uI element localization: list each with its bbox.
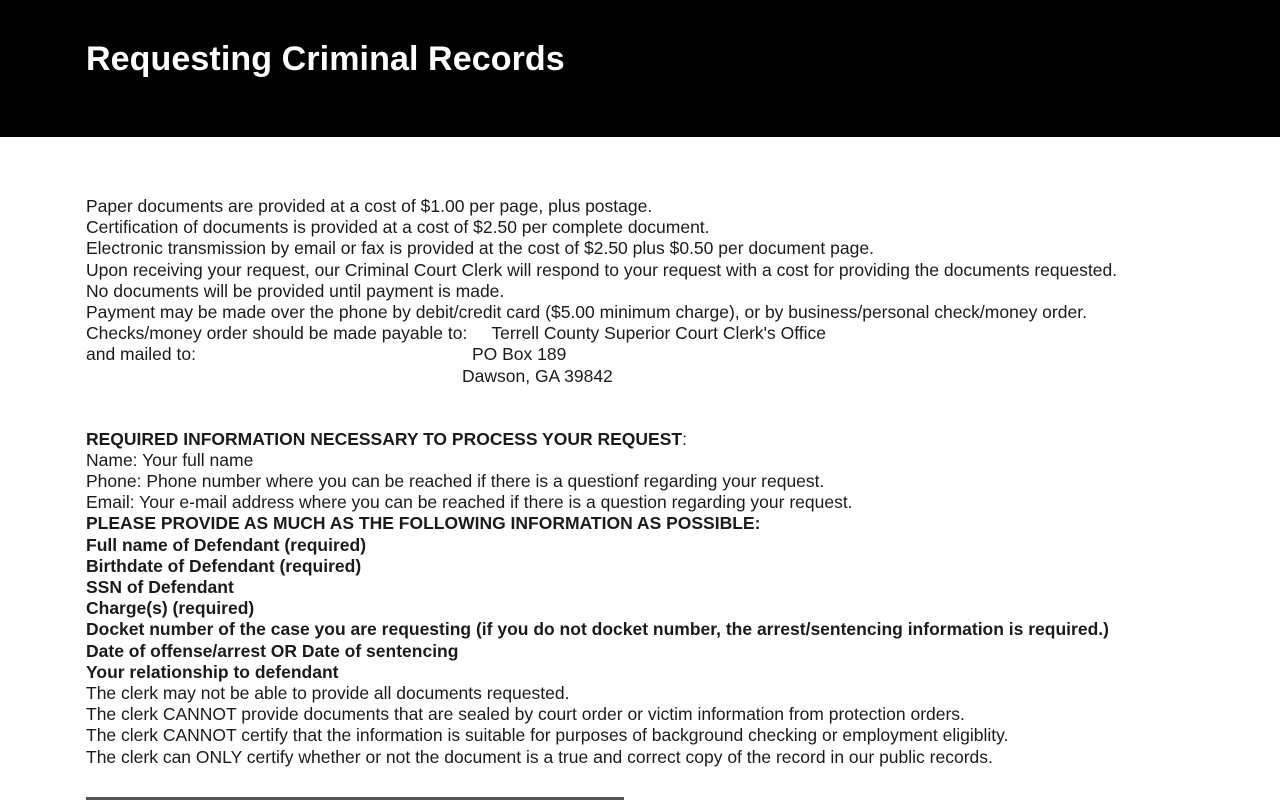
note-sealed-documents: The clerk CANNOT provide documents that are sealed by court order or victim information from protection orders. xyxy=(86,704,965,725)
note-cannot-certify: The clerk CANNOT certify that the information is suitable for purposes of background checking or employment eligiblity. xyxy=(86,725,1009,746)
mailed-to-line xyxy=(86,344,1236,365)
info-item-offense-date: Date of offense/arrest OR Date of sentencing xyxy=(86,640,459,661)
info-item-birthdate: Birthdate of Defendant (required) xyxy=(86,555,362,576)
mailing-po-box: PO Box 189 xyxy=(471,344,567,365)
main-content xyxy=(86,196,1236,768)
payable-to-line xyxy=(86,323,1236,344)
please-provide-heading: PLEASE PROVIDE AS MUCH AS THE FOLLOWING INFORMATION AS POSSIBLE: xyxy=(86,513,761,534)
payable-office: Terrell County Superior Court Clerk's Office xyxy=(491,323,827,344)
mailing-city: Dawson, GA 39842 xyxy=(462,365,613,386)
required-heading: REQUIRED INFORMATION NECESSARY TO PROCESS YOUR REQUEST xyxy=(86,428,683,449)
payable-to-label: Checks/money order should be made payable to: xyxy=(86,323,468,344)
info-item-relationship: Your relationship to defendant xyxy=(86,661,339,682)
payment-required-text: No documents will be provided until payment is made. xyxy=(86,280,505,301)
page-header xyxy=(0,0,1280,137)
mailed-to-label: and mailed to: xyxy=(86,344,196,365)
page-title: Requesting Criminal Records xyxy=(86,40,565,78)
required-phone-text: Phone: Phone number where you can be reached if there is a questionf regarding your request. xyxy=(86,471,825,492)
info-item-defendant-name: Full name of Defendant (required) xyxy=(86,534,367,555)
required-name-text: Name: Your full name xyxy=(86,449,254,470)
fee-paper-text: Paper documents are provided at a cost of $1.00 per page, plus postage. xyxy=(86,196,653,216)
required-email-text: Email: Your e-mail address where you can be reached if there is a question regarding your request. xyxy=(86,492,853,513)
note-certify-true-copy: The clerk can ONLY certify whether or not the document is a true and correct copy of the record in our public records. xyxy=(86,746,993,767)
section-spacer xyxy=(86,387,1236,429)
note-not-all-documents: The clerk may not be able to provide all documents requested. xyxy=(86,682,570,703)
fee-certification-text: Certification of documents is provided at a cost of $2.50 per complete document. xyxy=(86,217,710,238)
info-item-charges: Charge(s) (required) xyxy=(86,598,255,619)
response-info-text: Upon receiving your request, our Criminal Court Clerk will respond to your request with a cost for providing the documents requested. xyxy=(86,259,1118,280)
required-heading-line xyxy=(86,429,1236,450)
payment-methods-text: Payment may be made over the phone by debit/credit card ($5.00 minimum charge), or by business/personal check/money order. xyxy=(86,301,1087,322)
required-heading-colon: : xyxy=(682,428,687,449)
info-item-ssn: SSN of Defendant xyxy=(86,577,234,597)
fee-electronic-text: Electronic transmission by email or fax is provided at the cost of $2.50 plus $0.50 per document page. xyxy=(86,238,874,259)
info-item-docket-number: Docket number of the case you are requesting (if you do not docket number, the arrest/sentencing information is required.) xyxy=(86,619,1109,640)
